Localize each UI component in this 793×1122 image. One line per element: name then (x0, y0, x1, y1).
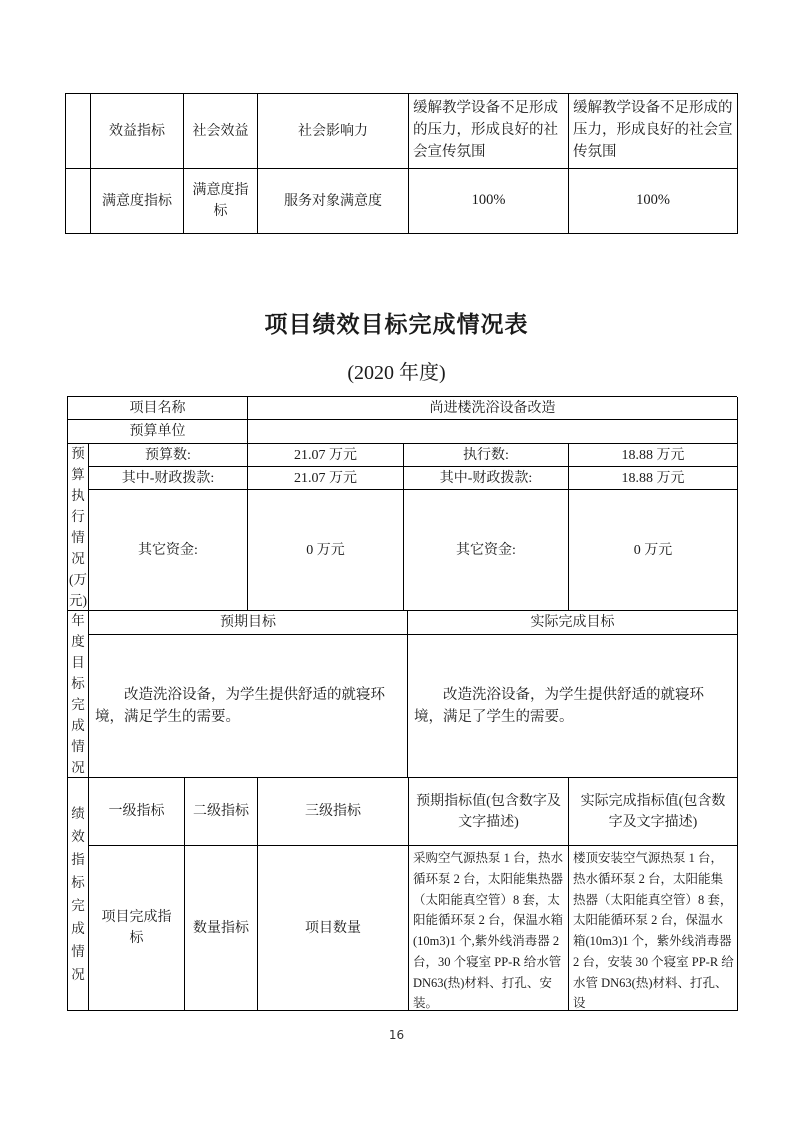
previous-performance-table (65, 93, 738, 234)
level1-indicator-header: 一级指标 (89, 778, 185, 846)
expected-value-cell: 100% (409, 169, 569, 234)
fiscal-allocation-label: 其中-财政拨款: (89, 467, 248, 490)
actual-indicator-value-header: 实际完成指标值(包含数字及文字描述) (569, 778, 738, 846)
actual-goal-header: 实际完成目标 (408, 611, 738, 635)
budget-execution-section (68, 444, 737, 611)
budget-unit-label: 预算单位 (68, 420, 248, 444)
level2-indicator-cell: 满意度指标 (184, 169, 258, 234)
table-header-section (68, 397, 737, 444)
level2-indicator-cell: 数量指标 (185, 846, 258, 1011)
budget-unit-value (248, 420, 738, 444)
page-subtitle: (2020 年度) (347, 362, 446, 384)
expected-indicator-value-cell: 采购空气源热泵 1 台，热水循环泵 2 台，太阳能集热器（太阳能真空管）8 套，太阳能循环泵 2 台，保温水箱(10m3)1 个,紫外线消毒器 2 台，30 个寝室 PP-R 给水管 DN63(热)材料、打孔、安装。 (409, 846, 569, 1011)
level3-indicator-cell: 项目数量 (258, 846, 409, 1011)
expected-value-cell: 缓解教学设备不足形成的压力，形成良好的社会宣传氛围 (409, 94, 569, 169)
other-funds-value: 0 万元 (248, 490, 404, 611)
expected-goal-header: 预期目标 (89, 611, 408, 635)
execution-number-value: 18.88 万元 (569, 444, 738, 467)
vertical-header-annual-goal: 年度目标完成情况 (68, 611, 89, 778)
budget-number-label: 预算数: (89, 444, 248, 467)
fiscal-allocation-value: 18.88 万元 (569, 467, 738, 490)
project-name-value: 尚进楼洗浴设备改造 (248, 397, 738, 420)
page-number: 16 (388, 1028, 405, 1042)
actual-indicator-value-cell: 楼顶安装空气源热泵 1 台，热水循环泵 2 台，太阳能集热器（太阳能真空管）8 套，太阳能循环泵 2 台，保温水箱(10m3)1 个，紫外线消毒器 2 台，安装 30 个寝室 PP-R 给水管 DN63(热)材料、打孔、设 (569, 846, 738, 1011)
vertical-header-budget-execution: 预算执行情况(万元) (68, 444, 89, 611)
other-funds-label: 其它资金: (404, 490, 569, 611)
annual-goal-section (68, 611, 737, 778)
level2-indicator-cell: 社会效益 (184, 94, 258, 169)
expected-indicator-value-header: 预期指标值(包含数字及文字描述) (409, 778, 569, 846)
expected-goal-text: 改造洗浴设备，为学生提供舒适的就寝环境，满足学生的需要。 (89, 635, 408, 778)
project-name-label: 项目名称 (68, 397, 248, 420)
actual-value-cell: 100% (569, 169, 738, 234)
actual-value-cell: 缓解教学设备不足形成的压力，形成良好的社会宣传氛围 (569, 94, 738, 169)
execution-number-label: 执行数: (404, 444, 569, 467)
level3-indicator-cell: 服务对象满意度 (258, 169, 409, 234)
performance-completion-table (67, 396, 737, 1011)
other-funds-value: 0 万元 (569, 490, 738, 611)
budget-number-value: 21.07 万元 (248, 444, 404, 467)
table-cell-spacer (66, 94, 91, 169)
page-title: 项目绩效目标完成情况表 (264, 312, 529, 337)
performance-indicator-section (68, 778, 737, 1011)
fiscal-allocation-value: 21.07 万元 (248, 467, 404, 490)
level2-indicator-header: 二级指标 (185, 778, 258, 846)
level1-indicator-cell: 项目完成指标 (89, 846, 185, 1011)
level3-indicator-cell: 社会影响力 (258, 94, 409, 169)
level3-indicator-header: 三级指标 (258, 778, 409, 846)
fiscal-allocation-label: 其中-财政拨款: (404, 467, 569, 490)
level1-indicator-cell: 满意度指标 (91, 169, 184, 234)
level1-indicator-cell: 效益指标 (91, 94, 184, 169)
other-funds-label: 其它资金: (89, 490, 248, 611)
table-cell-spacer (66, 169, 91, 234)
actual-goal-text: 改造洗浴设备，为学生提供舒适的就寝环境，满足了学生的需要。 (408, 635, 738, 778)
vertical-header-performance-indicator: 绩效指标完成情况 (68, 778, 89, 1011)
